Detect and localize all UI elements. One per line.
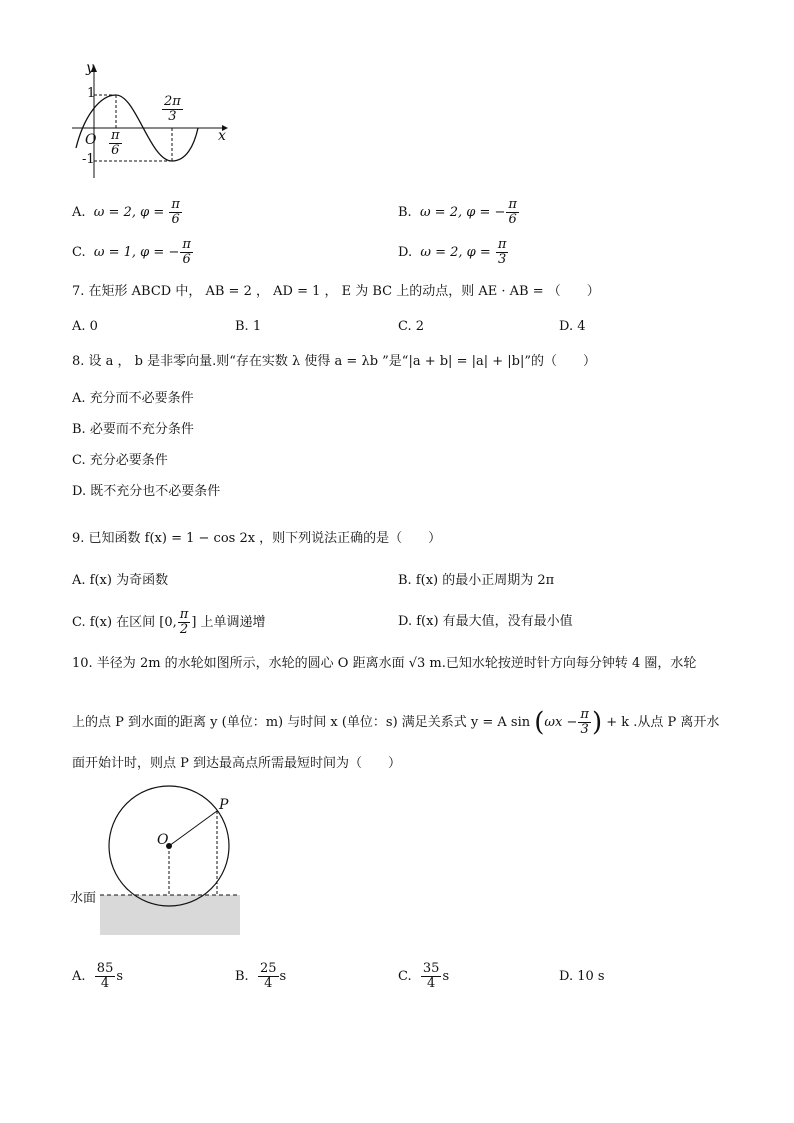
wheel-center-label: O bbox=[157, 832, 169, 848]
q10-line1: 10. 半径为 2m 的水轮如图所示，水轮的圆心 O 距离水面 √3 m.已知水轮按逆时针方向每分钟转 4 圈，水轮 bbox=[72, 656, 697, 671]
q6-option-b: B. ω = 2, φ = − $\frac{\pi}{6}$ bbox=[398, 197, 517, 227]
q8-option-a: A. 充分而不必要条件 bbox=[72, 391, 194, 406]
q6-option-c: C. ω = 1, φ = − $\frac{\pi}{6}$ bbox=[72, 237, 191, 267]
q7-stem: 7. 在矩形 ABCD 中， AB = 2 ， AD = 1 ， E 为 BC 上的动点，则 AE · AB = （ ） bbox=[72, 284, 600, 299]
q10-option-a: A. $\frac{85}{4}$ s bbox=[72, 961, 124, 991]
q8-stem: 8. 设 a ， b 是非零向量.则“存在实数 λ 使得 a = λb ”是“|a + b| = |a| + |b|”的（ ） bbox=[72, 354, 596, 369]
q9-stem: 9. 已知函数 f(x) = 1 − cos 2x ，则下列说法正确的是（ ） bbox=[72, 531, 442, 546]
q10-option-b: B. $\frac{25}{4}$ s bbox=[235, 961, 287, 991]
q10-option-d: D. 10 s bbox=[559, 969, 605, 984]
q8-option-c: C. 充分必要条件 bbox=[72, 453, 168, 468]
x-axis-label: x bbox=[218, 128, 226, 144]
tick-pi6: $\frac{\pi}{6}$ bbox=[111, 128, 120, 158]
water-area bbox=[100, 895, 240, 935]
y-top-label: 1 bbox=[87, 86, 96, 101]
q9-option-b: B. f(x) 的最小正周期为 2π bbox=[398, 573, 555, 588]
q6-option-d: D. ω = 2, φ = $\frac{\pi}{3}$ bbox=[398, 237, 507, 267]
q7-option-b: B. 1 bbox=[235, 319, 262, 334]
q8-option-d: D. 既不充分也不必要条件 bbox=[72, 484, 221, 499]
q6-option-a: A. ω = 2, φ = $\frac{\pi}{6}$ bbox=[72, 197, 180, 227]
q7-option-a: A. 0 bbox=[72, 319, 98, 334]
y-axis-label: y bbox=[86, 60, 94, 76]
q9-option-c: C. f(x) 在区间 [0, $\frac{\pi}{2}$ ] 上单调递增 bbox=[72, 607, 266, 637]
origin-label: O bbox=[85, 132, 97, 148]
tick-2pi3: $\frac{2\pi}{3}$ bbox=[164, 94, 181, 124]
q8-option-b: B. 必要而不充分条件 bbox=[72, 422, 194, 437]
q10-line2: 上的点 P 到水面的距离 y (单位：m) 与时间 x (单位：s) 满足关系式 y = A sin (ωx − $\frac{\pi}{3}$ ) + k .从点 P 离开水 bbox=[72, 707, 720, 738]
wheel-point-label: P bbox=[219, 797, 229, 813]
q10-line3: 面开始计时，则点 P 到达最高点所需最短时间为（ ） bbox=[72, 756, 402, 771]
q10-option-c: C. $\frac{35}{4}$ s bbox=[398, 961, 450, 991]
y-bottom-label: -1 bbox=[82, 152, 95, 167]
q7-option-c: C. 2 bbox=[398, 319, 425, 334]
water-label: 水面 bbox=[70, 891, 97, 906]
q9-option-a: A. f(x) 为奇函数 bbox=[72, 573, 169, 588]
radius-op bbox=[169, 811, 217, 846]
q9-option-d: D. f(x) 有最大值，没有最小值 bbox=[398, 614, 573, 629]
q7-option-d: D. 4 bbox=[559, 319, 586, 334]
